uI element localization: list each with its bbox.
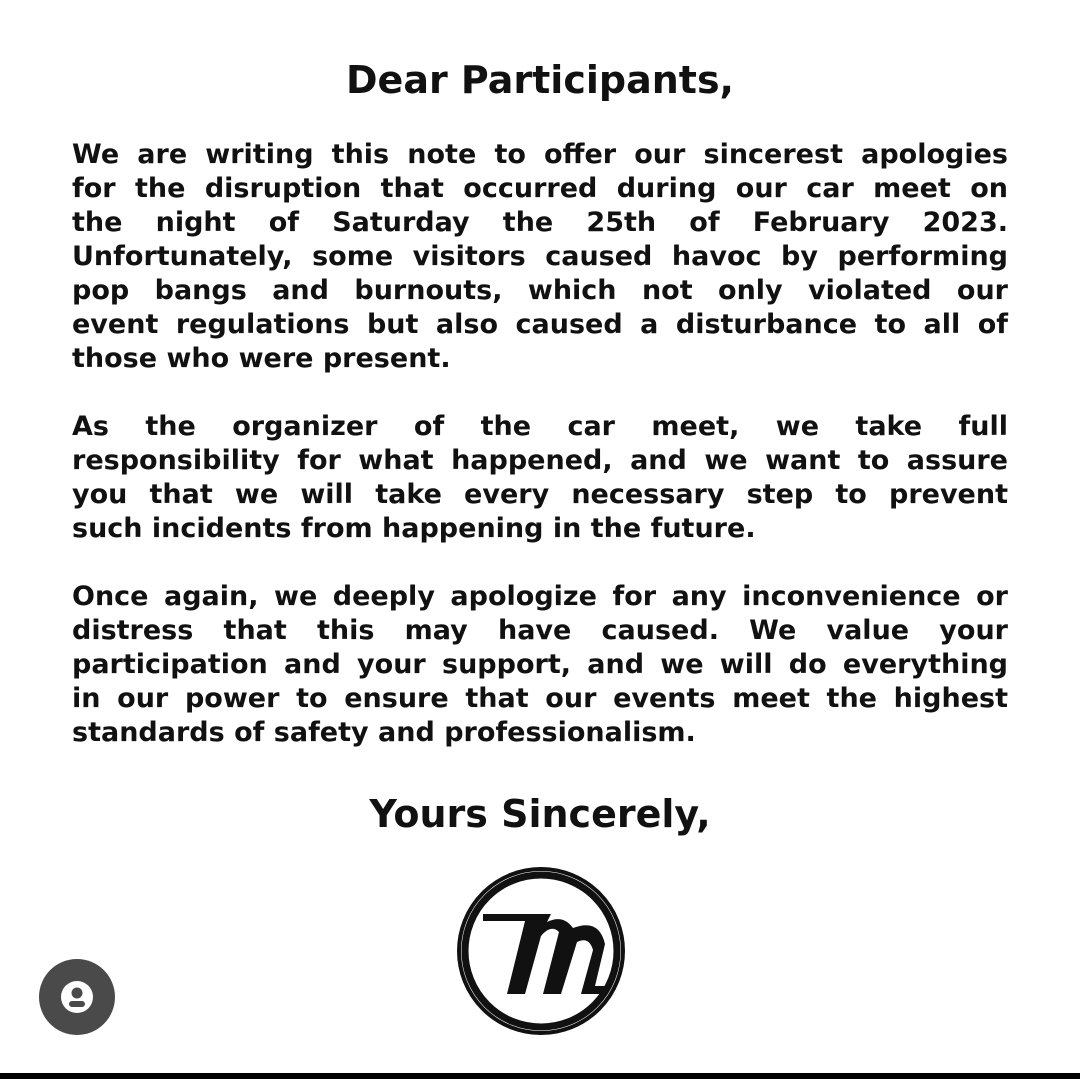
text-line: those who were present. [72,343,451,374]
text-line: standards of safety and professionalism. [72,717,696,748]
text-line: Unfortunately, some visitors caused havoc by performing [72,241,1008,272]
account-circle-icon [60,980,94,1014]
organizer-logo [455,866,627,1036]
letter-body [72,138,1008,784]
text-line: you that we will take every necessary step to prevent [72,479,1008,510]
text-line: the night of Saturday the 25th of February 2023. [72,207,1008,238]
text-line: Once again, we deeply apologize for any inconvenience or [72,581,1008,612]
letter-paragraph [72,580,1008,750]
letter-paragraph [72,410,1008,546]
text-line: for the disruption that occurred during our car meet on [72,173,1008,204]
text-line: As the organizer of the car meet, we take full [72,411,1008,442]
text-line: event regulations but also caused a disturbance to all of [72,309,1008,340]
bottom-bar [0,1073,1080,1079]
account-button[interactable] [39,959,115,1035]
text-line: pop bangs and burnouts, which not only violated our [72,275,1008,306]
text-line: We are writing this note to offer our sincerest apologies [72,139,1008,170]
text-line: participation and your support, and we will do everything [72,649,1008,680]
text-line: such incidents from happening in the future. [72,513,756,544]
letter-paragraph [72,138,1008,376]
letter-closing: Yours Sincerely, [369,792,711,836]
text-line: distress that this may have caused. We value your [72,615,1008,646]
text-line: in our power to ensure that our events meet the highest [72,683,1008,714]
letter-greeting: Dear Participants, [346,58,734,102]
text-line: responsibility for what happened, and we want to assure [72,445,1008,476]
